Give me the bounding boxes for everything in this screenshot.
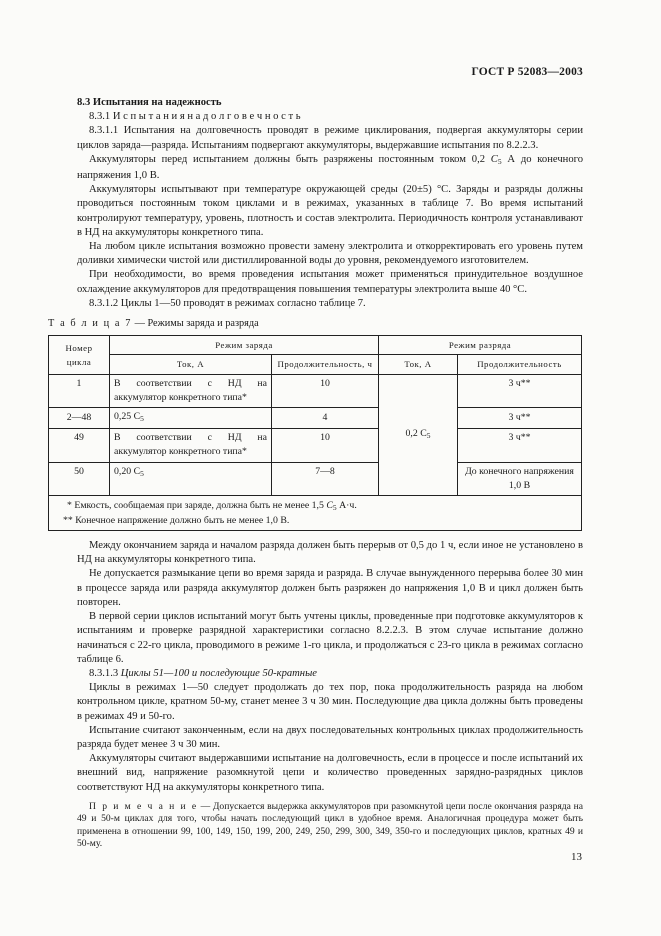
main-text [48,96,583,850]
subsection-title-text: 8.3.1 И с п ы т а н и я н а д о л г о в е ч н о с т ь [89,111,301,123]
text: А·ч. [336,500,357,512]
page-number: 13 [571,851,582,863]
header-cycle: Номер цикла [49,336,110,374]
cell-current [110,408,272,429]
cell-current: В соответствии с НД на аккумулятор конкретного типа* [110,429,272,462]
cell-current: В соответствии с НД на аккумулятор конкретного типа* [110,374,272,407]
cell-current [110,462,272,495]
table-note-2: ** Конечное напряжение должно быть не менее 1,0 В. [63,515,290,527]
header-charge-current: Ток, А [110,355,272,374]
cell-cycle: 1 [49,374,110,407]
paragraph: На любом цикле испытания возможно провести замену электролита и откорректировать его уровень путем доливки химически чистой или дистиллированной воды до уровня, рекомендуемого изготовителем. [77,241,583,267]
subsection-heading [77,667,583,681]
table-row [49,408,582,429]
subsection-title [77,110,583,124]
subscript: 5 [140,414,144,424]
table-caption [48,317,583,331]
text: 8.3.1.3 [89,667,121,679]
paragraph: Не допускается размыкание цепи во время заряда и разряда. В случае вынужденного перерыва более 30 мин в процессе заряда или разряда аккумулятор должен быть разряжен до напряжения 1,0 В и цикл должен быть повторен. [77,568,583,608]
table-row [49,429,582,462]
cell-discharge-duration: 3 ч** [458,374,582,407]
paragraph: Аккумуляторы испытывают при температуре окружающей среды (20±5) °С. Заряды и разряды должны проводиться постоянным током циклами и в режимах, указанных в таблице 7. Во время испытаний контролируют температуру, уровень, плотность и состав электролита. Периодичность контроля устанавливают в НД на аккумуляторы конкретного типа. [77,184,583,238]
paragraph: 8.3.1.1 Испытания на долговечность проводят в режиме циклирования, подвергая аккумуляторы серии циклов заряда—разряда. Испытаниям подвергают аккумуляторы, выдержавшие испытания по 8.2.2.3. [77,125,583,151]
cell-duration: 10 [272,374,379,407]
header-discharge-current: Ток, А [379,355,458,374]
table-notes-row [49,496,582,531]
table-note-1 [53,499,577,514]
table-row [49,374,582,407]
cell-duration: 10 [272,429,379,462]
cell-cycle: 50 [49,462,110,495]
section-title: 8.3 Испытания на надежность [77,97,222,108]
paragraph: Аккумуляторы считают выдержавшими испытание на долговечность, если в процессе и после испытаний их внешний вид, напряжение разомкнутой цепи и количество проведенных зарядно-разрядных циклов соответствуют НД на аккумуляторы конкретного типа. [77,753,583,793]
cell-cycle: 49 [49,429,110,462]
capacity-symbol: C [326,500,333,512]
paragraph: Между окончанием заряда и началом разряда должен быть перерыв от 0,5 до 1 ч, если иное не установлено в НД на аккумуляторы конкретного типа. [77,540,583,566]
cell-discharge-current [379,374,458,495]
text: 0,25 C [114,411,141,423]
cell-discharge-duration: 3 ч** [458,408,582,429]
note-lead: П р и м е ч а н и е [89,800,198,812]
header-charge-duration: Продолжительность, ч [272,355,379,374]
document-code: ГОСТ Р 52083—2003 [471,66,583,78]
text: * Емкость, сообщаемая при заряде, должна быть не менее 1,5 [67,500,327,512]
subscript: 5 [426,430,431,440]
spacer [77,531,583,539]
cell-duration: 4 [272,408,379,429]
table-row [49,462,582,495]
cell-discharge-duration: 3 ч** [458,429,582,462]
header-charge-mode: Режим заряда [110,336,379,355]
cell-discharge-duration: До конечного напряжения 1,0 В [458,462,582,495]
subscript: 5 [140,468,144,478]
note-paragraph [77,801,583,851]
text: 0,20 C [114,465,141,477]
text: 0,2 C [405,427,427,439]
capacity-symbol: C [490,153,498,165]
paragraph: При необходимости, во время проведения испытания может применяться принудительное воздушное охлаждение аккумуляторов для предотвращения повышения температуры электролита выше 40 °С. [77,269,583,295]
paragraph [77,153,583,183]
subscript: 5 [497,156,502,166]
paragraph: 8.3.1.2 Циклы 1—50 проводят в режимах согласно таблице 7. [89,297,366,309]
italic-title: Циклы 51—100 и последующие 50-кратные [120,667,317,679]
header-discharge-mode: Режим разряда [379,336,582,355]
charge-discharge-table [48,335,582,531]
cell-duration: 7—8 [272,462,379,495]
text: А до конечного напряжения 1,0 В. [77,153,583,182]
cell-cycle: 2—48 [49,408,110,429]
table-caption-lead: Т а б л и ц а 7 [48,318,132,330]
header-discharge-duration: Продолжительность [458,355,582,374]
subscript: 5 [332,503,337,513]
note-text: — Допускается выдержка аккумуляторов при разомкнутой цепи после окончания разряда на 49 и 50-м циклах для того, чтобы начать последующий цикл в удобное время. Аналогичная процедура может быть применена в отношении 99, 100, 149, 150, 199, 200, 249, 250, 299, 300, 349, 350-го и последующих циклов, кратных 49 и 50-му. [77,800,583,849]
paragraph: Циклы в режимах 1—50 следует продолжать до тех пор, пока продолжительность разряда на любом контрольном цикле, кратном 50-му, станет менее 3 ч 30 мин. Последующие два цикла должны быть проведены в режимах 49 и 50-го. [77,682,583,722]
paragraph: Испытание считают законченным, если на двух последовательных контрольных циклах продолжительность разряда будет менее 3 ч 30 мин. [77,724,583,750]
text: Аккумуляторы перед испытанием должны быть разряжены постоянным током 0,2 [89,153,491,165]
table-notes [49,496,582,531]
paragraph: В первой серии циклов испытаний могут быть учтены циклы, проведенные при подготовке аккумуляторов к испытаниям и проверке разрядной характеристики согласно 8.2.2.3. В этом случае испытание должно начинаться с 22-го цикла, проводимого в режиме 1-го цикла, и продолжаться с 23-го цикла в режимах согласно таблице 6. [77,611,583,665]
table-caption-rest: — Режимы заряда и разряда [132,318,259,330]
